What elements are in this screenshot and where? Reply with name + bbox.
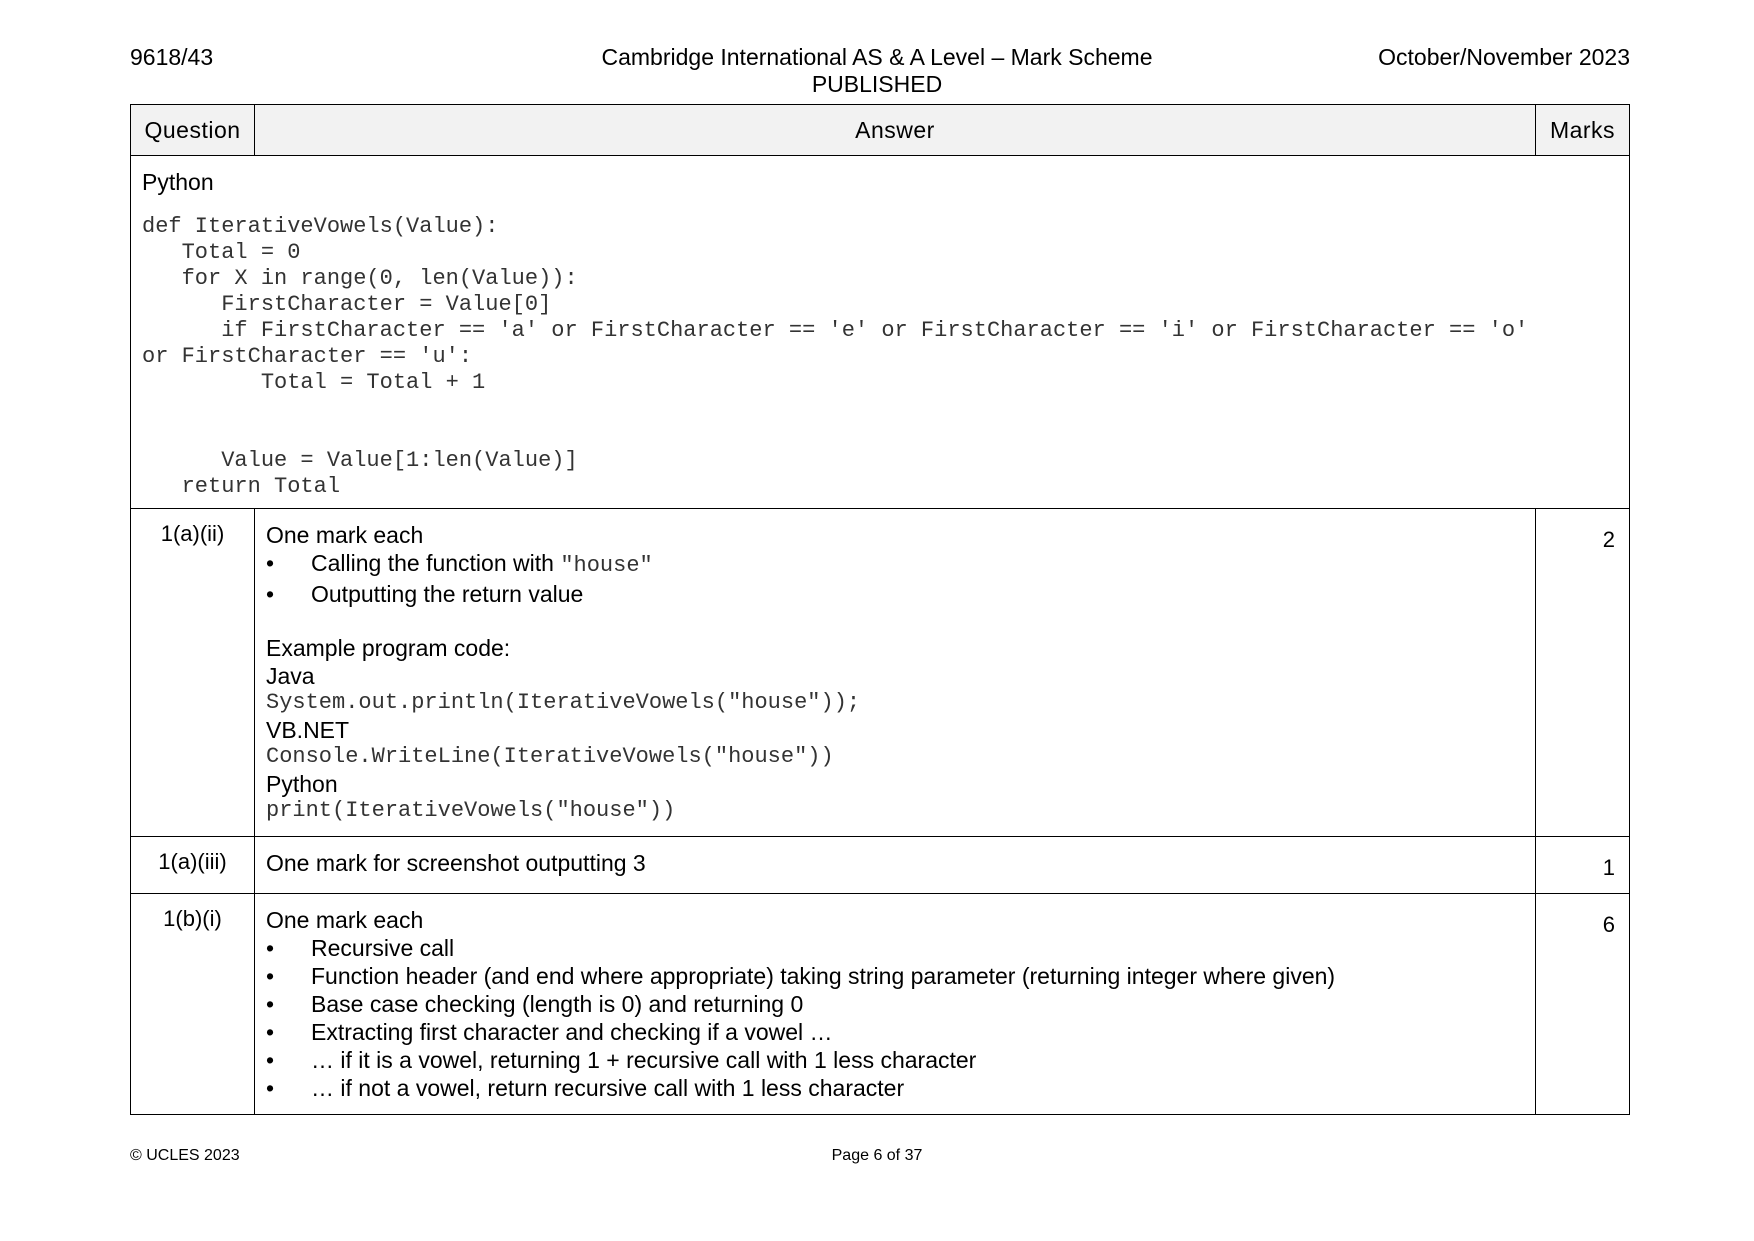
document-title: Cambridge International AS & A Level – Mark Scheme xyxy=(601,44,1153,70)
mark-scheme-table xyxy=(130,104,1630,1115)
table-row xyxy=(131,894,1630,1115)
list-item: • Extracting first character and checking if a vowel … xyxy=(266,1018,1525,1046)
bullet-text: Calling the function with xyxy=(311,550,561,576)
java-code: System.out.println(IterativeVowels("house")); xyxy=(266,690,861,715)
vbnet-label: VB.NET xyxy=(266,717,350,743)
table-row xyxy=(131,837,1630,894)
answer-intro: One mark each xyxy=(266,907,424,933)
python-example-label: Python xyxy=(266,771,338,797)
answer-intro: One mark each xyxy=(266,522,424,548)
published-label: PUBLISHED xyxy=(811,71,943,97)
python-example-code: print(IterativeVowels("house")) xyxy=(266,798,676,823)
python-label: Python xyxy=(142,169,214,195)
vbnet-code: Console.WriteLine(IterativeVowels("house")) xyxy=(266,744,834,769)
marks-value: 2 xyxy=(1536,509,1630,837)
python-code-row xyxy=(131,156,1630,509)
list-item: • Recursive call xyxy=(266,934,1525,962)
answer-cell xyxy=(255,894,1536,1115)
java-label: Java xyxy=(266,663,315,689)
question-column-header: Question xyxy=(131,105,255,156)
paper-code: 9618/43 xyxy=(130,44,214,70)
answer-cell: One mark for screenshot outputting 3 xyxy=(255,837,1536,894)
example-label: Example program code: xyxy=(266,635,511,661)
answer-cell xyxy=(255,509,1536,837)
copyright: © UCLES 2023 xyxy=(130,1147,240,1164)
list-item: • Outputting the return value xyxy=(266,580,1525,608)
list-item xyxy=(266,549,1525,580)
answer-bullets xyxy=(266,549,1525,608)
answer-column-header: Answer xyxy=(255,105,1536,156)
table-row xyxy=(131,509,1630,837)
table-header-row xyxy=(131,105,1630,156)
answer-bullets xyxy=(266,934,1525,1102)
marks-value: 6 xyxy=(1536,894,1630,1115)
python-iterative-code: def IterativeVowels(Value): Total = 0 for X in range(0, len(Value)): FirstCharacter = Value[0] if FirstCharacter == 'a' or FirstCharacter == 'e' or FirstCharacter == 'i' or FirstCharacter == 'o' or FirstCharacter == 'u': Total = Total + 1 Value = Value[1:len(Value)] return Total xyxy=(142,214,1529,499)
bullet-code: "house" xyxy=(560,553,653,578)
marks-value: 1 xyxy=(1536,837,1630,894)
marks-column-header: Marks xyxy=(1536,105,1630,156)
question-number: 1(a)(ii) xyxy=(131,509,255,837)
python-code-cell xyxy=(131,156,1630,509)
question-number: 1(a)(iii) xyxy=(131,837,255,894)
list-item: • Function header (and end where appropriate) taking string parameter (returning integer where given) xyxy=(266,962,1525,990)
list-item: • Base case checking (length is 0) and returning 0 xyxy=(266,990,1525,1018)
list-item: • … if not a vowel, return recursive call with 1 less character xyxy=(266,1074,1525,1102)
question-number: 1(b)(i) xyxy=(131,894,255,1115)
exam-session: October/November 2023 xyxy=(1378,44,1630,70)
list-item: • … if it is a vowel, returning 1 + recursive call with 1 less character xyxy=(266,1046,1525,1074)
page-number: Page 6 of 37 xyxy=(831,1147,923,1164)
